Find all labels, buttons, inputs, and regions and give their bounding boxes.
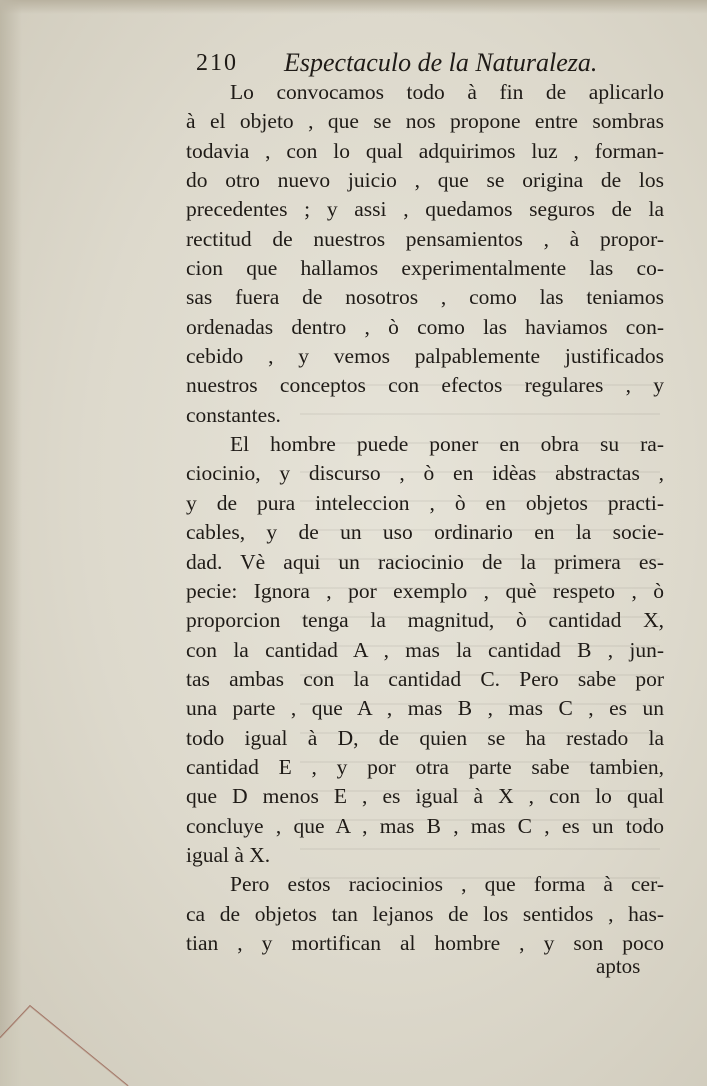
- text-line: rectitud de nuestros pensamientos , à propor-: [186, 226, 664, 251]
- text-line: dad. Vè aqui un raciocinio de la primera es-: [186, 549, 664, 574]
- body-text: [186, 78, 664, 958]
- text-line: todo igual à D, de quien se ha restado la: [186, 725, 664, 750]
- text-line: El hombre puede poner en obra su ra-: [230, 432, 664, 457]
- text-line: ordenadas dentro , ò como las haviamos con-: [186, 314, 664, 339]
- text-line: cables, y de un uso ordinario en la socie-: [186, 520, 664, 545]
- text-line: constantes.: [186, 402, 281, 427]
- text-line: cantidad E , y por otra parte sabe tambien,: [186, 754, 664, 779]
- page-top-shadow: [0, 0, 707, 14]
- text-line: precedentes ; y assi , quedamos seguros de la: [186, 197, 664, 222]
- text-line: tas ambas con la cantidad C. Pero sabe por: [186, 666, 664, 691]
- text-line: igual à X.: [186, 842, 271, 867]
- text-line: Pero estos raciocinios , que forma à cer-: [230, 872, 664, 897]
- text-line: todavia , con lo qual adquirimos luz , forman-: [186, 138, 664, 163]
- text-line: ciocinio, y discurso , ò en idèas abstractas ,: [186, 461, 664, 486]
- catchword: aptos: [596, 954, 641, 978]
- page-number: 210: [196, 50, 238, 76]
- text-line: proporcion tenga la magnitud, ò cantidad X,: [186, 608, 664, 633]
- text-line: do otro nuevo juicio , que se origina de los: [186, 168, 664, 193]
- text-line: nuestros conceptos con efectos regulares , y: [186, 373, 664, 398]
- page-header: [196, 48, 616, 80]
- text-line: cion que hallamos experimentalmente las co-: [186, 256, 664, 281]
- text-line: concluye , que A , mas B , mas C , es un todo: [186, 813, 664, 838]
- text-line: pecie: Ignora , por exemplo , què respeto , ò: [186, 578, 664, 603]
- text-line: tian , y mortifican al hombre , y son poco: [186, 930, 664, 955]
- page-left-shadow: [0, 0, 22, 1086]
- text-line: con la cantidad A , mas la cantidad B , jun-: [186, 637, 664, 662]
- text-line: à el objeto , que se nos propone entre sombras: [186, 109, 664, 134]
- text-line: que D menos E , es igual à X , con lo qual: [186, 784, 664, 809]
- text-line: una parte , que A , mas B , mas C , es un: [186, 696, 664, 721]
- text-line: Lo convocamos todo à fin de aplicarlo: [230, 80, 664, 104]
- text-line: cebido , y vemos palpablemente justificados: [186, 344, 664, 369]
- text-line: ca de objetos tan lejanos de los sentidos , has-: [186, 901, 664, 926]
- corner-fold-mark: [0, 996, 140, 1086]
- text-line: y de pura inteleccion , ò en objetos practi-: [186, 490, 664, 515]
- running-title: Espectaculo de la Naturaleza.: [284, 48, 598, 77]
- text-line: sas fuera de nosotros , como las teniamos: [186, 285, 664, 310]
